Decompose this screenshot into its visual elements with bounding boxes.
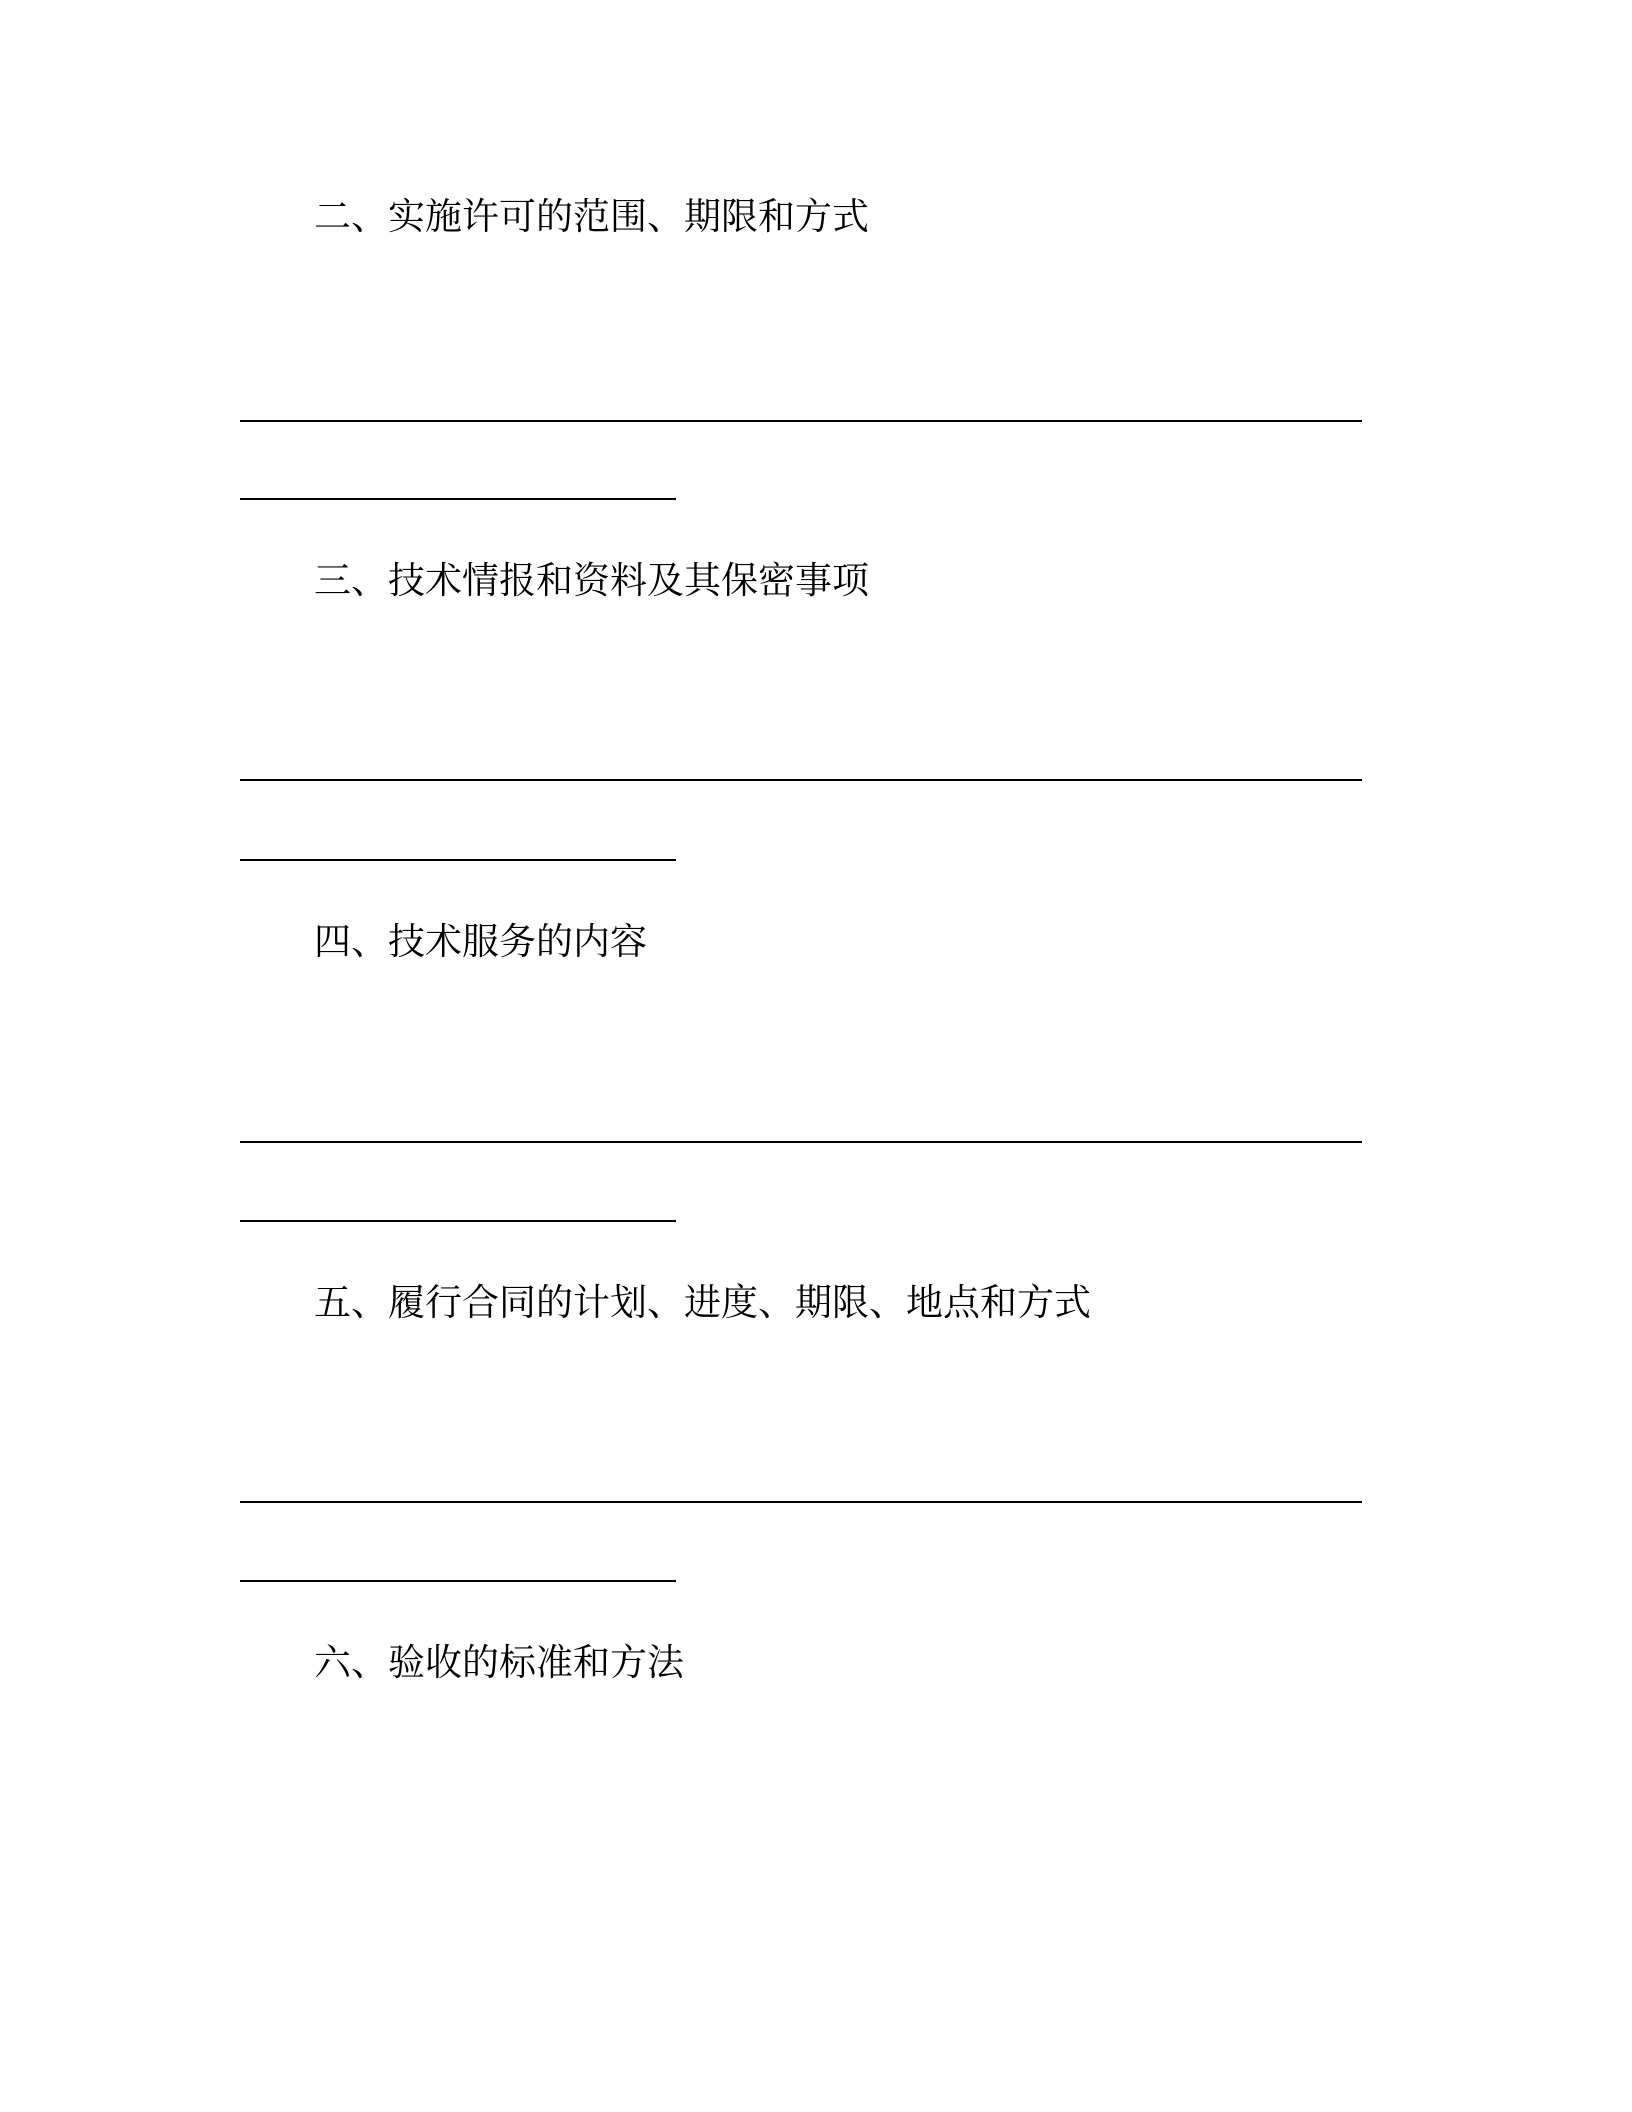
fill-in-line[interactable]	[240, 779, 1362, 781]
section-heading-scope: 二、实施许可的范围、期限和方式	[314, 195, 869, 238]
fill-in-line[interactable]	[240, 420, 1362, 422]
section-heading-acceptance: 六、验收的标准和方法	[314, 1641, 684, 1684]
fill-in-line[interactable]	[240, 1501, 1362, 1503]
fill-in-line[interactable]	[240, 498, 676, 500]
section-heading-service-content: 四、技术服务的内容	[314, 920, 647, 963]
section-heading-performance-plan: 五、履行合同的计划、进度、期限、地点和方式	[314, 1281, 1091, 1324]
fill-in-line[interactable]	[240, 1141, 1362, 1143]
fill-in-line[interactable]	[240, 859, 676, 861]
fill-in-line[interactable]	[240, 1580, 676, 1582]
fill-in-line[interactable]	[240, 1220, 676, 1222]
section-heading-confidentiality: 三、技术情报和资料及其保密事项	[314, 559, 869, 602]
